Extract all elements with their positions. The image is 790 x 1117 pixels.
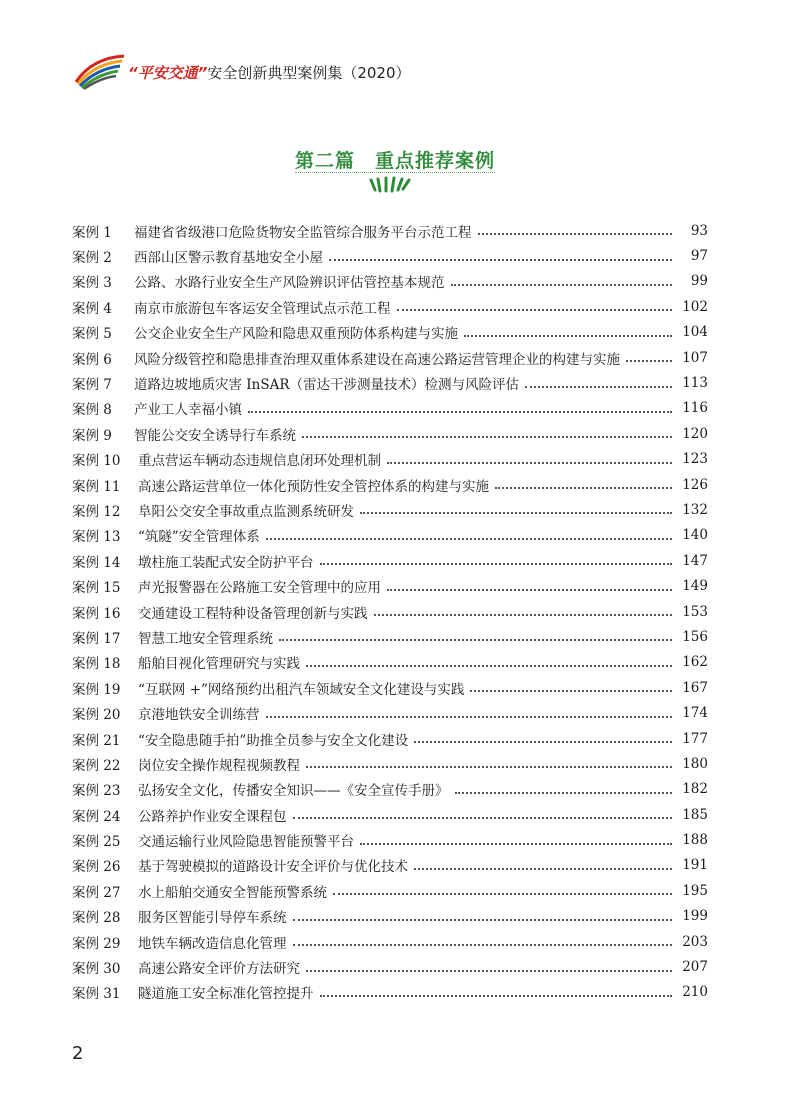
page-ref: 210 — [682, 984, 708, 1001]
case-title: 智能公交安全诱导行车系统 — [134, 427, 296, 444]
case-number: 案例 31 — [72, 986, 121, 1003]
case-title: 弘扬安全文化，传播安全知识——《安全宣传手册》 — [138, 783, 449, 800]
leader-dots — [464, 334, 672, 337]
page-ref: 140 — [682, 527, 708, 544]
case-title: 公路养护作业安全课程包 — [138, 808, 287, 825]
leader-dots — [470, 689, 672, 692]
page-ref: 195 — [682, 882, 708, 899]
case-title: 福建省省级港口危险货物安全监管综合服务平台示范工程 — [134, 224, 472, 241]
case-number: 案例 19 — [72, 681, 121, 698]
case-title: 京港地铁安全训练营 — [138, 707, 260, 724]
case-title: 南京市旅游包车客运安全管理试点示范工程 — [134, 300, 391, 317]
case-title: 船舶目视化管理研究与实践 — [138, 656, 300, 673]
leader-dots — [306, 664, 672, 667]
leader-dots — [387, 588, 672, 591]
leader-dots — [320, 562, 673, 565]
case-title: 高速公路运营单位一体化预防性安全管控体系的构建与实施 — [138, 478, 489, 495]
case-title: “筑隧”安全管理体系 — [138, 529, 260, 546]
leader-dots — [320, 994, 673, 997]
page-ref: 132 — [682, 501, 708, 518]
case-number: 案例 10 — [72, 453, 121, 470]
toc-entry-17[interactable] — [72, 624, 708, 649]
page-ref: 99 — [690, 273, 708, 290]
leader-dots — [306, 765, 672, 768]
toc-entry-26[interactable] — [72, 853, 708, 878]
case-title: 服务区智能引导停车系统 — [138, 910, 287, 927]
case-number: 案例 12 — [72, 503, 121, 520]
case-title: 墩柱施工装配式安全防护平台 — [138, 554, 314, 571]
case-title: “互联网 +”网络预约出租汽车领域安全文化建设与实践 — [138, 681, 465, 698]
case-number: 案例 1 — [72, 224, 112, 241]
case-number: 案例 11 — [72, 478, 121, 495]
toc-entry-16[interactable] — [72, 599, 708, 624]
toc-entry-11[interactable] — [72, 472, 708, 497]
leader-dots — [387, 461, 672, 464]
case-number: 案例 3 — [72, 275, 112, 292]
page-ref: 180 — [682, 755, 708, 772]
page-ref: 113 — [682, 375, 708, 392]
toc-entry-28[interactable] — [72, 904, 708, 929]
case-title: 声光报警器在公路施工安全管理中的应用 — [138, 580, 381, 597]
swoosh-logo-icon — [72, 52, 128, 92]
leader-dots — [374, 613, 673, 616]
case-number: 案例 21 — [72, 732, 121, 749]
page-ref: 116 — [682, 400, 708, 417]
case-number: 案例 5 — [72, 326, 112, 343]
toc-entry-1[interactable] — [72, 218, 708, 243]
leader-dots — [293, 918, 673, 921]
case-number: 案例 22 — [72, 757, 121, 774]
toc-entry-10[interactable] — [72, 447, 708, 472]
page-ref: 207 — [682, 959, 708, 976]
page-ref: 167 — [682, 679, 708, 696]
leader-dots — [414, 867, 672, 870]
page-ref: 93 — [690, 222, 708, 239]
case-title: 西部山区警示教育基地安全小屋 — [134, 250, 323, 267]
toc-entry-3[interactable] — [72, 269, 708, 294]
toc-entry-8[interactable] — [72, 396, 708, 421]
page-ref: 156 — [682, 628, 708, 645]
case-number: 案例 27 — [72, 884, 121, 901]
green-fan-ornament-icon — [367, 170, 417, 194]
case-number: 案例 9 — [72, 427, 112, 444]
toc-entry-6[interactable] — [72, 345, 708, 370]
case-title: 岗位安全操作规程视频教程 — [138, 757, 300, 774]
toc-entry-15[interactable] — [72, 573, 708, 598]
toc-entry-31[interactable] — [72, 980, 708, 1005]
leader-dots — [455, 791, 673, 794]
case-number: 案例 7 — [72, 377, 112, 394]
leader-dots — [333, 892, 672, 895]
case-title: 地铁车辆改造信息化管理 — [138, 935, 287, 952]
toc-entry-2[interactable] — [72, 243, 708, 268]
case-title: 重点营运车辆动态违规信息闭环处理机制 — [138, 453, 381, 470]
page-ref: 177 — [682, 730, 708, 747]
case-number: 案例 23 — [72, 783, 121, 800]
running-header — [72, 52, 492, 92]
case-number: 案例 25 — [72, 834, 121, 851]
case-number: 案例 17 — [72, 630, 121, 647]
page-ref: 147 — [682, 552, 708, 569]
leader-dots — [451, 283, 673, 286]
leader-dots — [279, 638, 672, 641]
toc-entry-30[interactable] — [72, 954, 708, 979]
page-ref: 199 — [682, 908, 708, 925]
case-title: 产业工人幸福小镇 — [134, 402, 242, 419]
toc-entry-24[interactable] — [72, 802, 708, 827]
case-number: 案例 14 — [72, 554, 121, 571]
case-title: 公路、水路行业安全生产风险辨识评估管控基本规范 — [134, 275, 445, 292]
toc-entry-25[interactable] — [72, 827, 708, 852]
toc-entry-29[interactable] — [72, 929, 708, 954]
case-title: 公交企业安全生产风险和隐患双重预防体系构建与实施 — [134, 326, 458, 343]
table-of-contents — [72, 218, 708, 1005]
header-text — [128, 62, 411, 83]
case-title: 阜阳公交安全事故重点监测系统研发 — [138, 503, 354, 520]
case-title: 风险分级管控和隐患排查治理双重体系建设在高速公路运营管理企业的构建与实施 — [134, 351, 620, 368]
leader-dots — [293, 943, 673, 946]
leader-dots — [360, 842, 672, 845]
toc-entry-12[interactable] — [72, 497, 708, 522]
leader-dots — [478, 232, 673, 235]
toc-entry-4[interactable] — [72, 294, 708, 319]
case-title: 交通建设工程特种设备管理创新与实践 — [138, 605, 368, 622]
page-ref: 97 — [690, 248, 708, 265]
leader-dots — [329, 258, 672, 261]
page-ref: 102 — [682, 298, 708, 315]
leader-dots — [525, 385, 672, 388]
page-ref: 182 — [682, 781, 708, 798]
case-number: 案例 2 — [72, 250, 112, 267]
case-number: 案例 13 — [72, 529, 121, 546]
case-number: 案例 26 — [72, 859, 121, 876]
section-title: 第二篇 重点推荐案例 — [294, 150, 495, 172]
case-number: 案例 28 — [72, 910, 121, 927]
case-number: 案例 15 — [72, 580, 121, 597]
leader-dots — [293, 816, 673, 819]
leader-dots — [306, 969, 672, 972]
leader-dots — [495, 486, 672, 489]
case-number: 案例 24 — [72, 808, 121, 825]
case-title: 交通运输行业风险隐患智能预警平台 — [138, 834, 354, 851]
page-ref: 104 — [682, 324, 708, 341]
toc-entry-14[interactable] — [72, 548, 708, 573]
page-ref: 191 — [682, 857, 708, 874]
page-ref: 149 — [682, 578, 708, 595]
page-ref: 188 — [682, 832, 708, 849]
case-title: 水上船舶交通安全智能预警系统 — [138, 884, 327, 901]
toc-entry-20[interactable] — [72, 700, 708, 725]
toc-entry-13[interactable] — [72, 523, 708, 548]
page-ref: 153 — [682, 603, 708, 620]
leader-dots — [626, 359, 672, 362]
case-number: 案例 4 — [72, 300, 112, 317]
header-brand: “平安交通” — [128, 64, 208, 82]
page-ref: 120 — [682, 425, 708, 442]
toc-entry-9[interactable] — [72, 421, 708, 446]
case-title: 高速公路安全评价方法研究 — [138, 961, 300, 978]
toc-entry-19[interactable] — [72, 675, 708, 700]
page-ref: 162 — [682, 654, 708, 671]
toc-entry-21[interactable] — [72, 726, 708, 751]
header-subtitle: 安全创新典型案例集（2020） — [207, 64, 411, 82]
toc-entry-27[interactable] — [72, 878, 708, 903]
page-ref: 107 — [682, 349, 708, 366]
leader-dots — [360, 511, 672, 514]
leader-dots — [248, 410, 672, 413]
page-ref: 126 — [682, 476, 708, 493]
leader-dots — [302, 435, 672, 438]
page-number: 2 — [72, 1043, 84, 1064]
toc-entry-22[interactable] — [72, 751, 708, 776]
case-title: 道路边坡地质灾害 InSAR（雷达干涉测量技术）检测与风险评估 — [134, 377, 519, 394]
page-ref: 185 — [682, 806, 708, 823]
case-number: 案例 16 — [72, 605, 121, 622]
toc-entry-18[interactable] — [72, 650, 708, 675]
case-number: 案例 8 — [72, 402, 112, 419]
toc-entry-5[interactable] — [72, 320, 708, 345]
case-title: 基于驾驶模拟的道路设计安全评价与优化技术 — [138, 859, 408, 876]
case-title: 智慧工地安全管理系统 — [138, 630, 273, 647]
leader-dots — [414, 740, 672, 743]
leader-dots — [266, 537, 672, 540]
case-title: 隧道施工安全标准化管控提升 — [138, 986, 314, 1003]
toc-entry-23[interactable] — [72, 777, 708, 802]
case-number: 案例 6 — [72, 351, 112, 368]
case-number: 案例 20 — [72, 707, 121, 724]
case-title: “安全隐患随手拍”助推全员参与安全文化建设 — [138, 732, 409, 749]
page-ref: 123 — [682, 451, 708, 468]
leader-dots — [397, 308, 673, 311]
toc-entry-7[interactable] — [72, 370, 708, 395]
page-ref: 203 — [682, 933, 708, 950]
page-ref: 174 — [682, 705, 708, 722]
case-number: 案例 29 — [72, 935, 121, 952]
case-number: 案例 30 — [72, 961, 121, 978]
case-number: 案例 18 — [72, 656, 121, 673]
leader-dots — [266, 715, 673, 718]
